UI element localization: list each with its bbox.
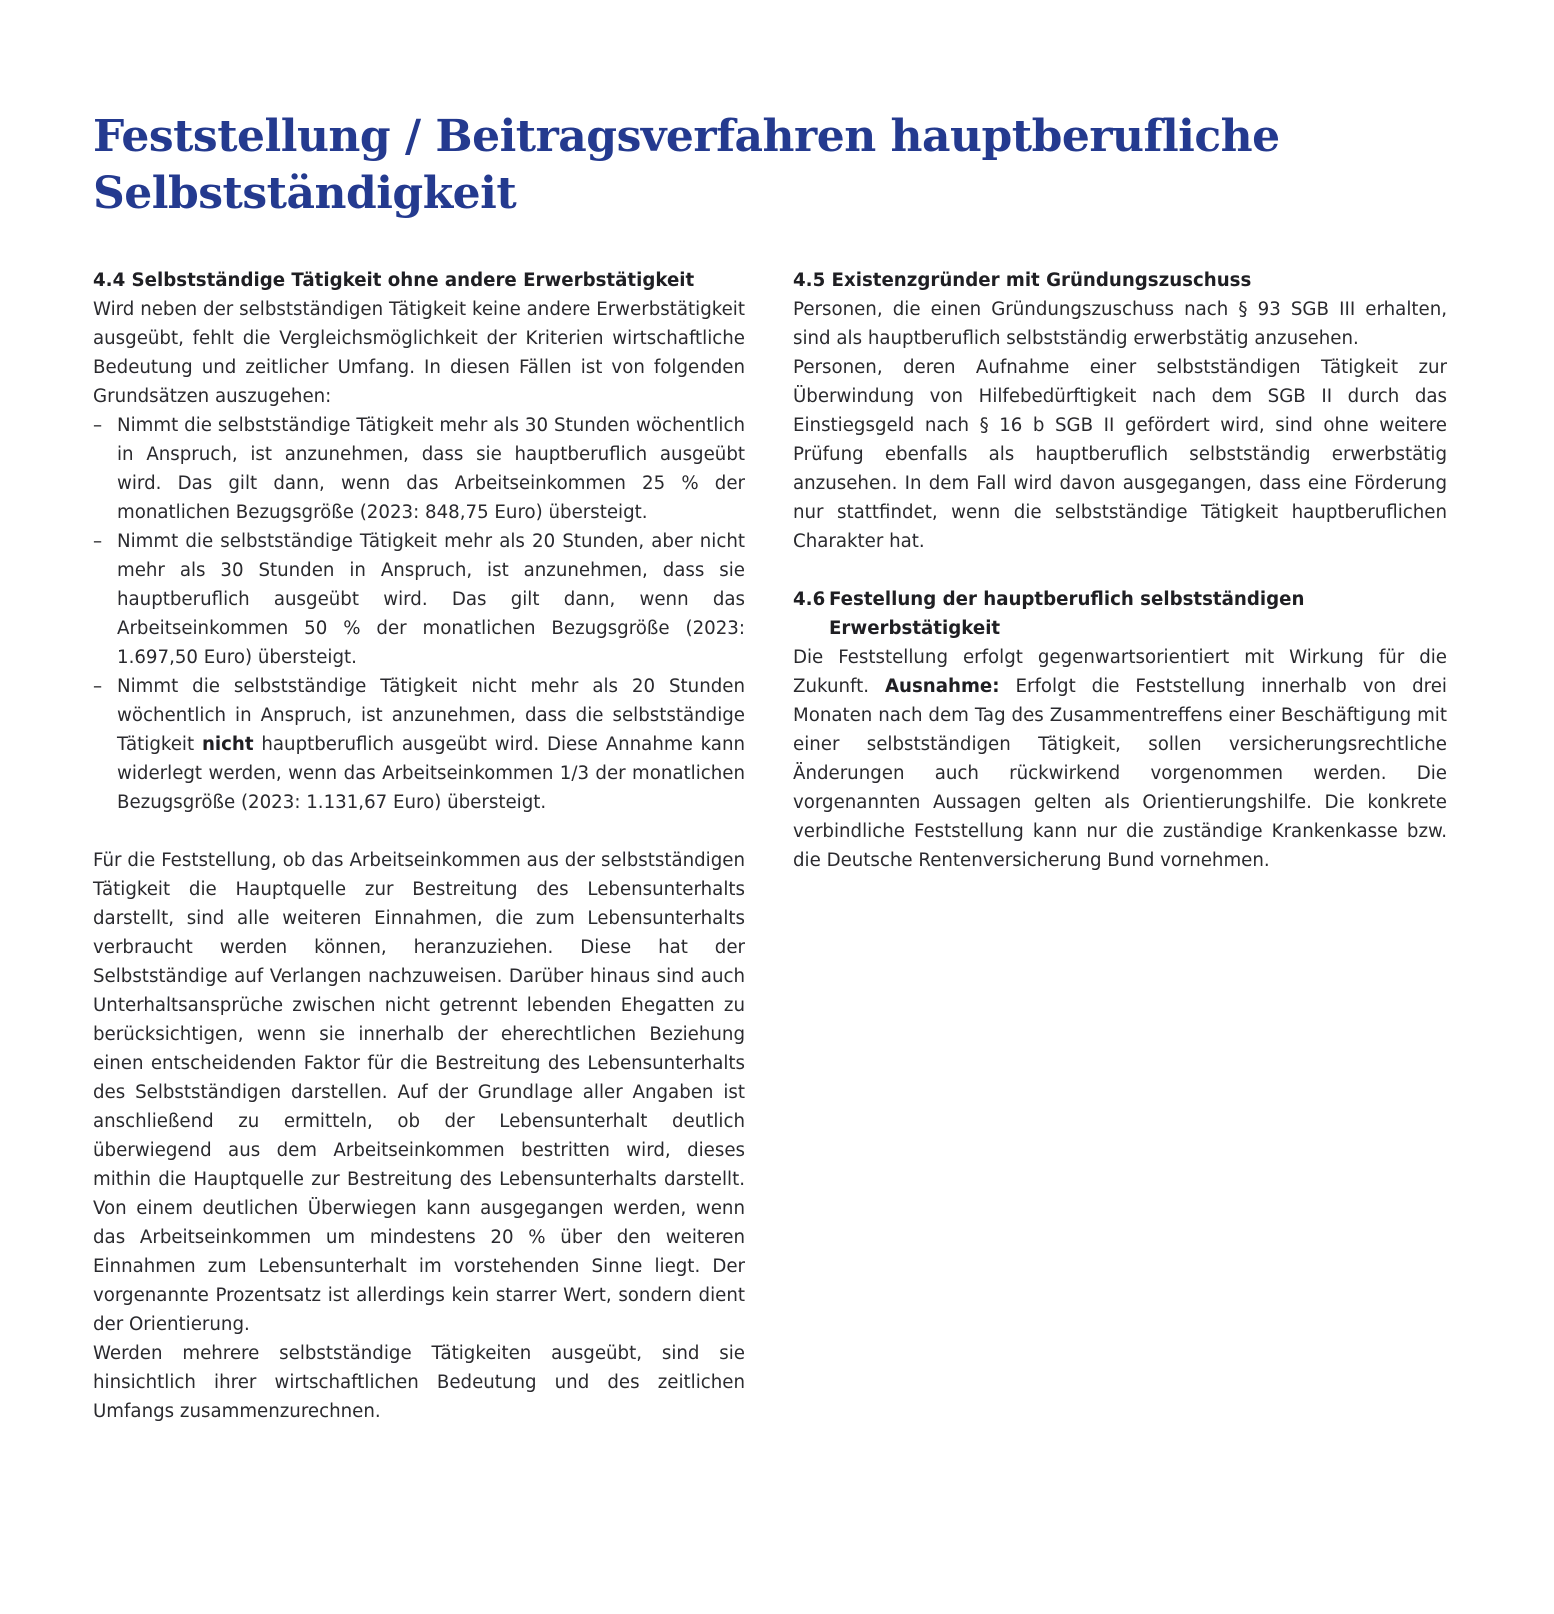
section-4-6-paragraph	[793, 643, 1447, 875]
criteria-list	[93, 411, 745, 817]
lebensunterhalt-paragraph: Für die Feststellung, ob das Arbeitseinkommen aus der selbstständigen Tätigkeit die Hauptquelle zur Bestreitung des Lebensunterhalts darstellt, sind alle weiteren Einnahmen, die zum Lebensunterhalts verbraucht werden können, heranzuziehen. Diese hat der Selbstständige auf Verlangen nachzuweisen. Darüber hinaus sind auch Unterhaltsansprüche zwischen nicht getrennt lebenden Ehegatten zu berücksichtigen, wenn sie innerhalb der eherechtlichen Beziehung einen entscheidenden Faktor für die Bestreitung des Lebensunterhalts des Selbstständigen darstellen. Auf der Grundlage aller Angaben ist anschließend zu ermitteln, ob der Lebensunterhalt deutlich überwiegend aus dem Arbeitseinkommen bestritten wird, dieses mithin die Hauptquelle zur Bestreitung des Lebensunterhalts darstellt. Von einem deutlichen Überwiegen kann ausgegangen werden, wenn das Arbeitseinkommen um mindestens 20 % über den weiteren Einnahmen zum Lebensunterhalt im vorstehenden Sinne liegt. Der vorgenannte Prozentsatz ist allerdings kein starrer Wert, sondern dient der Orientierung.	[93, 850, 745, 1335]
left-column	[93, 266, 745, 1426]
section-4-4-intro: Wird neben der selbstständigen Tätigkeit keine andere Erwerbstätigkeit ausgeübt, fehlt die Vergleichsmöglichkeit der Kriterien wirtschaftliche Bedeutung und zeitlicher Umfang. In diesen Fällen ist von folgenden Grundsätzen auszugehen:	[93, 299, 745, 407]
emphasis-nicht: nicht	[201, 734, 254, 755]
dash-bullet: –	[93, 415, 103, 436]
list-item-text: Nimmt die selbstständige Tätigkeit mehr als 30 Stunden wöchentlich in Anspruch, ist anzunehmen, dass sie hauptberuflich ausgeübt wird. Das gilt dann, wenn das Arbeitseinkommen 25 % der monatlichen Bezugsgröße (2023: 848,75 Euro) übersteigt.	[117, 415, 745, 523]
right-column	[793, 266, 1447, 875]
list-item-text-before: Nimmt die selbstständige Tätigkeit nicht mehr als 20 Stunden wöchentlich in Anspruch, ist anzunehmen, dass die selbstständige Tätigkeit	[117, 676, 745, 755]
section-4-6-text-after: Erfolgt die Feststellung innerhalb von drei Monaten nach dem Tag des Zusammentreffens einer Beschäftigung mit einer selbstständigen Tätigkeit, sollen versicherungsrechtliche Änderungen auch rückwirkend vorgenommen werden. Die vorgenannten Aussagen gelten als Orientierungshilfe. Die konkrete verbindliche Feststellung kann nur die zuständige Krankenkasse bzw. die Deutsche Rentenversicherung Bund vornehmen.	[793, 676, 1447, 871]
section-4-5-paragraph-1: Personen, die einen Gründungszuschuss nach § 93 SGB III erhalten, sind als hauptberuflich selbstständig erwerbstätig anzusehen.	[793, 299, 1447, 349]
page-title-line-1: Feststellung / Beitragsverfahren hauptberufliche	[93, 111, 1280, 162]
multiple-activities-paragraph: Werden mehrere selbstständige Tätigkeiten ausgeübt, sind sie hinsichtlich ihrer wirtschaftlichen Bedeutung und des zeitlichen Umfangs zusammenzurechnen.	[93, 1343, 745, 1422]
dash-bullet: –	[93, 676, 103, 697]
list-item	[93, 527, 745, 672]
list-item-text-after: hauptberuflich ausgeübt wird. Diese Annahme kann widerlegt werden, wenn das Arbeitseinkommen 1/3 der monatlichen Bezugsgröße (2023: 1.131,67 Euro) übersteigt.	[117, 734, 745, 813]
list-item-text: Nimmt die selbstständige Tätigkeit mehr als 20 Stunden, aber nicht mehr als 30 Stunden in Anspruch, ist anzunehmen, dass sie hauptberuflich ausgeübt wird. Das gilt dann, wenn das Arbeitseinkommen 50 % der monatlichen Bezugsgröße (2023: 1.697,50 Euro) übersteigt.	[117, 531, 745, 668]
emphasis-ausnahme: Ausnahme:	[884, 676, 1000, 697]
section-4-4-heading: 4.4 Selbstständige Tätigkeit ohne andere Erwerbstätigkeit	[93, 270, 695, 291]
list-item	[93, 411, 745, 527]
section-4-6-heading-line-2: Erwerbstätigkeit	[829, 618, 1001, 639]
section-4-6-number: 4.6	[793, 589, 826, 610]
section-4-5-paragraph-2: Personen, deren Aufnahme einer selbstständigen Tätigkeit zur Überwindung von Hilfebedürftigkeit nach dem SGB II durch das Einstiegsgeld nach § 16 b SGB II gefördert wird, sind ohne weitere Prüfung ebenfalls als hauptberuflich selbstständig erwerbstätig anzusehen. In dem Fall wird davon ausgegangen, dass eine Förderung nur stattfindet, wenn die selbstständige Tätigkeit hauptberuflichen Charakter hat.	[793, 357, 1447, 552]
page-title-line-2: Selbstständigkeit	[93, 168, 517, 219]
dash-bullet: –	[93, 531, 103, 552]
list-item	[93, 672, 745, 817]
section-4-6-text-before: Die Feststellung erfolgt gegenwartsorientiert mit Wirkung für die Zukunft.	[793, 647, 1447, 697]
section-4-6-heading-line-1: Festellung der hauptberuflich selbstständigen	[829, 589, 1305, 610]
page-title	[93, 108, 1493, 222]
section-4-5-heading: 4.5 Existenzgründer mit Gründungszuschuss	[793, 270, 1252, 291]
section-4-6-heading	[793, 585, 1447, 643]
